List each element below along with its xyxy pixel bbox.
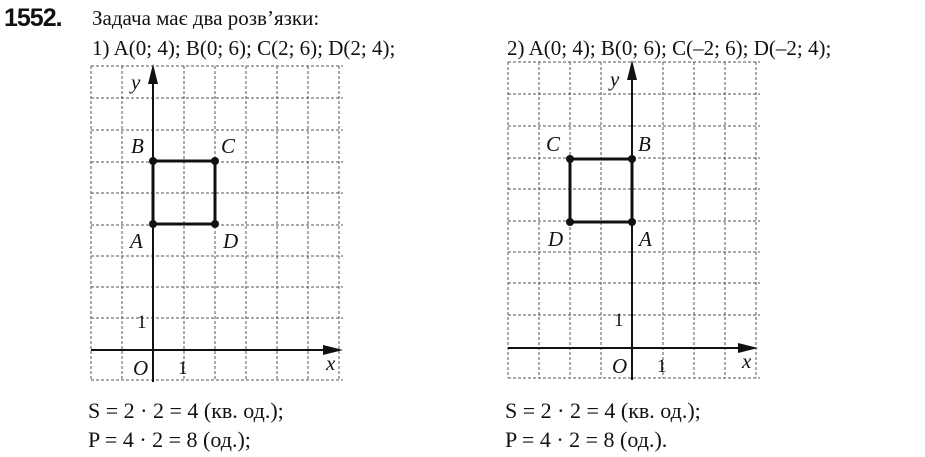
point-A-2 xyxy=(628,218,636,226)
solution-2-heading: 2) A(0; 4); B(0; 6); C(–2; 6); D(–2; 4); xyxy=(507,36,832,60)
origin-label-2: O xyxy=(612,354,628,378)
y-unit-label-1: 1 xyxy=(137,312,147,333)
problem-number: 1552. xyxy=(4,4,62,32)
point-D-2 xyxy=(566,218,574,226)
point-C-2 xyxy=(566,155,574,163)
label-D-1: D xyxy=(223,229,239,253)
area-result-2: S = 2 · 2 = 4 (кв. од.); xyxy=(505,398,701,423)
perimeter-result-2: P = 4 · 2 = 8 (од.). xyxy=(505,427,668,452)
x-unit-label-1: 1 xyxy=(178,358,188,379)
label-C-2: C xyxy=(546,132,561,156)
x-axis-label-2: x xyxy=(742,349,752,373)
origin-label-1: O xyxy=(133,356,149,380)
x-unit-label-2: 1 xyxy=(657,356,667,377)
coordinate-grid-1 xyxy=(85,62,355,382)
point-C-1 xyxy=(211,157,219,165)
y-axis-label-1: y xyxy=(131,70,141,94)
point-D-1 xyxy=(211,220,219,228)
label-C-1: C xyxy=(221,134,236,158)
point-B-2 xyxy=(628,155,636,163)
x-axis-label-1: x xyxy=(326,351,336,375)
point-A-1 xyxy=(149,220,157,228)
coordinate-grid-2 xyxy=(502,58,772,380)
point-B-1 xyxy=(149,157,157,165)
label-B-2: B xyxy=(638,132,651,156)
label-D-2: D xyxy=(548,227,564,251)
label-A-1: A xyxy=(130,229,143,253)
y-axis-label-2: y xyxy=(610,67,620,91)
solution-1-heading: 1) A(0; 4); B(0; 6); C(2; 6); D(2; 4); xyxy=(92,36,396,60)
label-A-2: A xyxy=(639,227,652,251)
label-B-1: B xyxy=(131,134,144,158)
area-result-1: S = 2 · 2 = 4 (кв. од.); xyxy=(88,398,284,423)
y-unit-label-2: 1 xyxy=(614,310,624,331)
perimeter-result-1: P = 4 · 2 = 8 (од.); xyxy=(88,427,251,452)
problem-intro: Задача має два розв’язки: xyxy=(92,6,320,30)
